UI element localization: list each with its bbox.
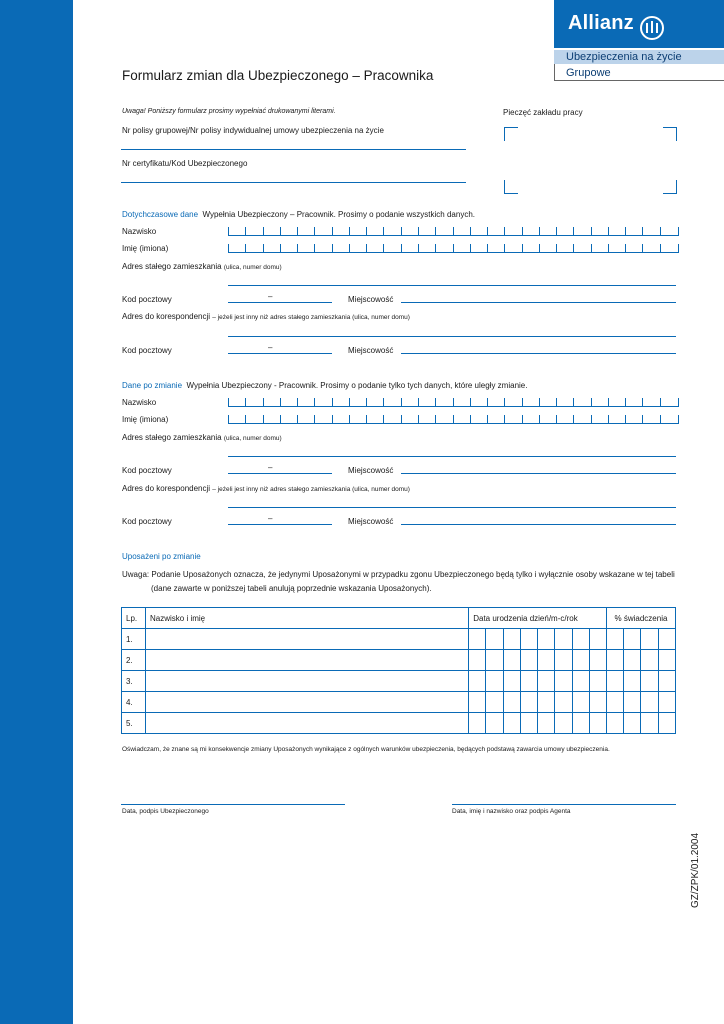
birthdate-digit-cell[interactable] bbox=[503, 629, 520, 650]
char-box[interactable] bbox=[522, 398, 540, 407]
char-box[interactable] bbox=[591, 244, 609, 253]
birthdate-digit-cell[interactable] bbox=[572, 713, 589, 734]
char-box[interactable] bbox=[539, 415, 557, 424]
new-correspondence-input[interactable] bbox=[228, 507, 676, 508]
birthdate-digit-cell[interactable] bbox=[503, 671, 520, 692]
char-box[interactable] bbox=[435, 244, 453, 253]
city-label-2: Miejscowość bbox=[348, 346, 394, 355]
char-box[interactable] bbox=[660, 244, 679, 253]
birthdate-digit-cell[interactable] bbox=[572, 650, 589, 671]
char-box[interactable] bbox=[245, 244, 263, 253]
percent-digit-cell[interactable] bbox=[606, 671, 623, 692]
char-box[interactable] bbox=[539, 244, 557, 253]
new-postal-dash: – bbox=[268, 463, 273, 472]
char-box[interactable] bbox=[280, 398, 298, 407]
char-box[interactable] bbox=[263, 227, 281, 236]
correspondence-input[interactable] bbox=[228, 336, 676, 337]
birthdate-digit-cell[interactable] bbox=[503, 713, 520, 734]
char-box[interactable] bbox=[470, 244, 488, 253]
address-label: Adres stałego zamieszkania (ulica, numer domu) bbox=[122, 262, 282, 271]
percent-digit-cell[interactable] bbox=[641, 650, 658, 671]
char-box[interactable] bbox=[435, 398, 453, 407]
char-box[interactable] bbox=[332, 227, 350, 236]
city-label: Miejscowość bbox=[348, 295, 394, 304]
row-number: 2. bbox=[122, 650, 146, 671]
char-box[interactable] bbox=[280, 227, 298, 236]
char-box[interactable] bbox=[591, 227, 609, 236]
brand-sidebar bbox=[0, 0, 73, 1024]
char-box[interactable] bbox=[642, 398, 660, 407]
char-box[interactable] bbox=[228, 415, 246, 424]
section-current-heading: Dotychczasowe dane Wypełnia Ubezpieczony – Pracownik. Prosimy o podanie wszystkich danych. bbox=[122, 210, 475, 219]
char-box[interactable] bbox=[660, 398, 679, 407]
char-box[interactable] bbox=[591, 398, 609, 407]
char-box[interactable] bbox=[453, 227, 471, 236]
correspondence-label: Adres do korespondencji – jeżeli jest inny niż adres stałego zamieszkania (ulica, numer domu) bbox=[122, 312, 410, 321]
agent-signature-line[interactable] bbox=[452, 804, 676, 805]
insured-signature-label: Data, podpis Ubezpieczonego bbox=[122, 808, 209, 815]
postal-code-input-2[interactable] bbox=[228, 353, 332, 354]
percent-digit-cell[interactable] bbox=[624, 650, 641, 671]
percent-digit-cell[interactable] bbox=[606, 650, 623, 671]
char-box[interactable] bbox=[642, 415, 660, 424]
char-box[interactable] bbox=[470, 415, 488, 424]
new-postal-code-label-2: Kod pocztowy bbox=[122, 517, 172, 526]
new-correspondence-label: Adres do korespondencji – jeżeli jest inny niż adres stałego zamieszkania (ulica, numer domu) bbox=[122, 484, 410, 493]
percent-digit-cell[interactable] bbox=[606, 692, 623, 713]
char-box[interactable] bbox=[573, 227, 591, 236]
char-box[interactable] bbox=[349, 227, 367, 236]
birthdate-digit-cell[interactable] bbox=[555, 692, 572, 713]
percent-digit-cell[interactable] bbox=[624, 692, 641, 713]
birthdate-digit-cell[interactable] bbox=[486, 671, 503, 692]
char-box[interactable] bbox=[297, 415, 315, 424]
first-names-comb-input[interactable] bbox=[228, 244, 677, 252]
char-box[interactable] bbox=[573, 244, 591, 253]
beneficiaries-table bbox=[121, 607, 676, 734]
name-cell[interactable] bbox=[145, 650, 468, 671]
column-header: Nazwisko i imię bbox=[145, 608, 468, 629]
postal-code-label: Kod pocztowy bbox=[122, 295, 172, 304]
char-box[interactable] bbox=[608, 227, 626, 236]
percent-digit-cell[interactable] bbox=[641, 629, 658, 650]
char-box[interactable] bbox=[349, 398, 367, 407]
char-box[interactable] bbox=[573, 415, 591, 424]
birthdate-digit-cell[interactable] bbox=[589, 671, 606, 692]
brand-logo: Allianz bbox=[568, 12, 634, 34]
policy-input[interactable] bbox=[121, 149, 466, 150]
char-box[interactable] bbox=[228, 244, 246, 253]
char-box[interactable] bbox=[625, 398, 643, 407]
column-header: Lp. bbox=[122, 608, 146, 629]
birthdate-digit-cell[interactable] bbox=[589, 650, 606, 671]
char-box[interactable] bbox=[522, 227, 540, 236]
char-box[interactable] bbox=[228, 227, 246, 236]
beneficiaries-note-1: Uwaga: Podanie Uposażonych oznacza, że jedynymi Uposażonymi w przypadku zgonu Ubezpieczonego będą tylko i wyłącznie osoby wskazane w tej tabeli bbox=[122, 570, 675, 579]
char-box[interactable] bbox=[366, 244, 384, 253]
new-first-names-label: Imię (imiona) bbox=[122, 415, 169, 424]
product-line-tag: Ubezpieczenia na życie bbox=[554, 50, 724, 64]
char-box[interactable] bbox=[453, 415, 471, 424]
char-box[interactable] bbox=[660, 227, 679, 236]
char-box[interactable] bbox=[314, 415, 332, 424]
char-box[interactable] bbox=[401, 227, 419, 236]
char-box[interactable] bbox=[418, 415, 436, 424]
char-box[interactable] bbox=[470, 398, 488, 407]
birthdate-digit-cell[interactable] bbox=[520, 713, 537, 734]
char-box[interactable] bbox=[263, 244, 281, 253]
char-box[interactable] bbox=[487, 227, 505, 236]
percent-digit-cell[interactable] bbox=[624, 713, 641, 734]
birthdate-digit-cell[interactable] bbox=[538, 629, 555, 650]
table-row bbox=[122, 713, 676, 734]
char-box[interactable] bbox=[332, 415, 350, 424]
stamp-label: Pieczęć zakładu pracy bbox=[503, 108, 583, 117]
beneficiaries-heading: Uposażeni po zmianie bbox=[122, 552, 201, 561]
surname-label: Nazwisko bbox=[122, 227, 157, 236]
postal-dash: – bbox=[268, 292, 273, 301]
char-box[interactable] bbox=[383, 227, 401, 236]
new-city-label-2: Miejscowość bbox=[348, 517, 394, 526]
birthdate-digit-cell[interactable] bbox=[469, 713, 486, 734]
percent-digit-cell[interactable] bbox=[641, 692, 658, 713]
name-cell[interactable] bbox=[145, 692, 468, 713]
birthdate-digit-cell[interactable] bbox=[538, 650, 555, 671]
char-box[interactable] bbox=[642, 227, 660, 236]
char-box[interactable] bbox=[642, 244, 660, 253]
char-box[interactable] bbox=[608, 398, 626, 407]
char-box[interactable] bbox=[608, 244, 626, 253]
char-box[interactable] bbox=[280, 244, 298, 253]
postal-code-label-2: Kod pocztowy bbox=[122, 346, 172, 355]
stamp-corner bbox=[504, 127, 518, 141]
birthdate-digit-cell[interactable] bbox=[520, 692, 537, 713]
declaration-text: Oświadczam, że znane są mi konsekwencje zmiany Uposażonych wynikające z ogólnych warunków ubezpieczenia, będących podstawą zawarcia umowy ubezpieczenia. bbox=[122, 746, 610, 753]
table-row bbox=[122, 629, 676, 650]
birthdate-digit-cell[interactable] bbox=[469, 650, 486, 671]
char-box[interactable] bbox=[332, 244, 350, 253]
char-box[interactable] bbox=[625, 227, 643, 236]
char-box[interactable] bbox=[625, 244, 643, 253]
char-box[interactable] bbox=[383, 415, 401, 424]
birthdate-digit-cell[interactable] bbox=[469, 629, 486, 650]
birthdate-digit-cell[interactable] bbox=[520, 671, 537, 692]
new-surname-comb-input[interactable] bbox=[228, 398, 677, 406]
first-names-label: Imię (imiona) bbox=[122, 244, 169, 253]
new-city-input[interactable] bbox=[401, 473, 676, 474]
char-box[interactable] bbox=[539, 227, 557, 236]
char-box[interactable] bbox=[263, 398, 281, 407]
birthdate-digit-cell[interactable] bbox=[520, 629, 537, 650]
birthdate-digit-cell[interactable] bbox=[486, 692, 503, 713]
page-title: Formularz zmian dla Ubezpieczonego – Pracownika bbox=[122, 68, 434, 83]
char-box[interactable] bbox=[314, 227, 332, 236]
stamp-corner bbox=[504, 180, 518, 194]
char-box[interactable] bbox=[660, 415, 679, 424]
product-group-tag: Grupowe bbox=[554, 67, 724, 81]
birthdate-digit-cell[interactable] bbox=[572, 692, 589, 713]
beneficiaries-note-2: (dane zawarte w poniższej tabeli anulują poprzednie wskazania Uposażonych). bbox=[151, 584, 432, 593]
char-box[interactable] bbox=[453, 244, 471, 253]
char-box[interactable] bbox=[314, 398, 332, 407]
char-box[interactable] bbox=[314, 244, 332, 253]
char-box[interactable] bbox=[608, 415, 626, 424]
name-cell[interactable] bbox=[145, 713, 468, 734]
char-box[interactable] bbox=[504, 227, 522, 236]
char-box[interactable] bbox=[383, 398, 401, 407]
percent-digit-cell[interactable] bbox=[658, 671, 675, 692]
percent-digit-cell[interactable] bbox=[624, 629, 641, 650]
char-box[interactable] bbox=[401, 244, 419, 253]
char-box[interactable] bbox=[263, 415, 281, 424]
form-code: GZ/ZPK/01.2004 bbox=[690, 832, 701, 908]
percent-digit-cell[interactable] bbox=[658, 650, 675, 671]
birthdate-digit-cell[interactable] bbox=[538, 713, 555, 734]
percent-digit-cell[interactable] bbox=[606, 713, 623, 734]
section-new-heading: Dane po zmianie Wypełnia Ubezpieczony - Pracownik. Prosimy o podanie tylko tych danych, które uległy zmianie. bbox=[122, 381, 528, 390]
char-box[interactable] bbox=[522, 244, 540, 253]
birthdate-digit-cell[interactable] bbox=[469, 692, 486, 713]
char-box[interactable] bbox=[487, 244, 505, 253]
char-box[interactable] bbox=[245, 398, 263, 407]
birthdate-digit-cell[interactable] bbox=[589, 692, 606, 713]
birthdate-digit-cell[interactable] bbox=[555, 713, 572, 734]
percent-digit-cell[interactable] bbox=[658, 692, 675, 713]
postal-code-input[interactable] bbox=[228, 302, 332, 303]
allianz-eagle-icon bbox=[640, 16, 664, 40]
percent-digit-cell[interactable] bbox=[624, 671, 641, 692]
char-box[interactable] bbox=[366, 227, 384, 236]
agent-signature-label: Data, imię i nazwisko oraz podpis Agenta bbox=[452, 808, 571, 815]
char-box[interactable] bbox=[366, 415, 384, 424]
birthdate-digit-cell[interactable] bbox=[503, 650, 520, 671]
char-box[interactable] bbox=[487, 398, 505, 407]
certificate-label: Nr certyfikatu/Kod Ubezpieczonego bbox=[122, 159, 248, 168]
char-box[interactable] bbox=[556, 415, 574, 424]
birthdate-digit-cell[interactable] bbox=[555, 629, 572, 650]
birthdate-digit-cell[interactable] bbox=[555, 650, 572, 671]
char-box[interactable] bbox=[297, 227, 315, 236]
surname-comb-input[interactable] bbox=[228, 227, 677, 235]
char-box[interactable] bbox=[435, 227, 453, 236]
percent-digit-cell[interactable] bbox=[641, 713, 658, 734]
row-number: 3. bbox=[122, 671, 146, 692]
new-postal-code-input-2[interactable] bbox=[228, 524, 332, 525]
birthdate-digit-cell[interactable] bbox=[503, 692, 520, 713]
char-box[interactable] bbox=[453, 398, 471, 407]
char-box[interactable] bbox=[297, 398, 315, 407]
char-box[interactable] bbox=[470, 227, 488, 236]
name-cell[interactable] bbox=[145, 629, 468, 650]
birthdate-digit-cell[interactable] bbox=[538, 671, 555, 692]
char-box[interactable] bbox=[401, 415, 419, 424]
char-box[interactable] bbox=[504, 398, 522, 407]
birthdate-digit-cell[interactable] bbox=[555, 671, 572, 692]
table-row bbox=[122, 692, 676, 713]
address-input[interactable] bbox=[228, 285, 676, 286]
policy-label: Nr polisy grupowej/Nr polisy indywidualnej umowy ubezpieczenia na życie bbox=[122, 126, 384, 135]
new-surname-label: Nazwisko bbox=[122, 398, 157, 407]
char-box[interactable] bbox=[383, 244, 401, 253]
percent-digit-cell[interactable] bbox=[658, 629, 675, 650]
char-box[interactable] bbox=[332, 398, 350, 407]
char-box[interactable] bbox=[366, 398, 384, 407]
char-box[interactable] bbox=[297, 244, 315, 253]
birthdate-digit-cell[interactable] bbox=[486, 650, 503, 671]
new-city-input-2[interactable] bbox=[401, 524, 676, 525]
char-box[interactable] bbox=[245, 227, 263, 236]
column-header: % świadczenia bbox=[606, 608, 675, 629]
table-row bbox=[122, 671, 676, 692]
char-box[interactable] bbox=[349, 415, 367, 424]
percent-digit-cell[interactable] bbox=[641, 671, 658, 692]
birthdate-digit-cell[interactable] bbox=[538, 692, 555, 713]
char-box[interactable] bbox=[487, 415, 505, 424]
new-city-label: Miejscowość bbox=[348, 466, 394, 475]
char-box[interactable] bbox=[573, 398, 591, 407]
row-number: 4. bbox=[122, 692, 146, 713]
percent-digit-cell[interactable] bbox=[606, 629, 623, 650]
birthdate-digit-cell[interactable] bbox=[520, 650, 537, 671]
char-box[interactable] bbox=[418, 244, 436, 253]
insured-signature-line[interactable] bbox=[121, 804, 345, 805]
char-box[interactable] bbox=[401, 398, 419, 407]
char-box[interactable] bbox=[245, 415, 263, 424]
birthdate-digit-cell[interactable] bbox=[486, 629, 503, 650]
new-address-input[interactable] bbox=[228, 456, 676, 457]
row-number: 5. bbox=[122, 713, 146, 734]
birthdate-digit-cell[interactable] bbox=[469, 671, 486, 692]
char-box[interactable] bbox=[280, 415, 298, 424]
percent-digit-cell[interactable] bbox=[658, 713, 675, 734]
birthdate-digit-cell[interactable] bbox=[486, 713, 503, 734]
char-box[interactable] bbox=[504, 415, 522, 424]
name-cell[interactable] bbox=[145, 671, 468, 692]
new-postal-dash-2: – bbox=[268, 514, 273, 523]
stamp-corner bbox=[663, 180, 677, 194]
new-first-names-comb-input[interactable] bbox=[228, 415, 677, 423]
char-box[interactable] bbox=[625, 415, 643, 424]
char-box[interactable] bbox=[556, 398, 574, 407]
table-header-row bbox=[122, 608, 676, 629]
stamp-corner bbox=[663, 127, 677, 141]
char-box[interactable] bbox=[349, 244, 367, 253]
certificate-input[interactable] bbox=[121, 182, 466, 183]
char-box[interactable] bbox=[418, 227, 436, 236]
char-box[interactable] bbox=[522, 415, 540, 424]
char-box[interactable] bbox=[504, 244, 522, 253]
char-box[interactable] bbox=[228, 398, 246, 407]
notice-text: Uwaga! Poniższy formularz prosimy wypełniać drukowanymi literami. bbox=[122, 108, 336, 115]
birthdate-digit-cell[interactable] bbox=[572, 671, 589, 692]
char-box[interactable] bbox=[418, 398, 436, 407]
char-box[interactable] bbox=[591, 415, 609, 424]
birthdate-digit-cell[interactable] bbox=[572, 629, 589, 650]
postal-dash-2: – bbox=[268, 343, 273, 352]
city-input-2[interactable] bbox=[401, 353, 676, 354]
birthdate-digit-cell[interactable] bbox=[589, 713, 606, 734]
new-postal-code-label: Kod pocztowy bbox=[122, 466, 172, 475]
char-box[interactable] bbox=[556, 244, 574, 253]
char-box[interactable] bbox=[435, 415, 453, 424]
new-postal-code-input[interactable] bbox=[228, 473, 332, 474]
city-input[interactable] bbox=[401, 302, 676, 303]
new-address-label: Adres stałego zamieszkania (ulica, numer domu) bbox=[122, 433, 282, 442]
table-row bbox=[122, 650, 676, 671]
row-number: 1. bbox=[122, 629, 146, 650]
char-box[interactable] bbox=[556, 227, 574, 236]
birthdate-digit-cell[interactable] bbox=[589, 629, 606, 650]
char-box[interactable] bbox=[539, 398, 557, 407]
column-header: Data urodzenia dzień/m-c/rok bbox=[469, 608, 607, 629]
